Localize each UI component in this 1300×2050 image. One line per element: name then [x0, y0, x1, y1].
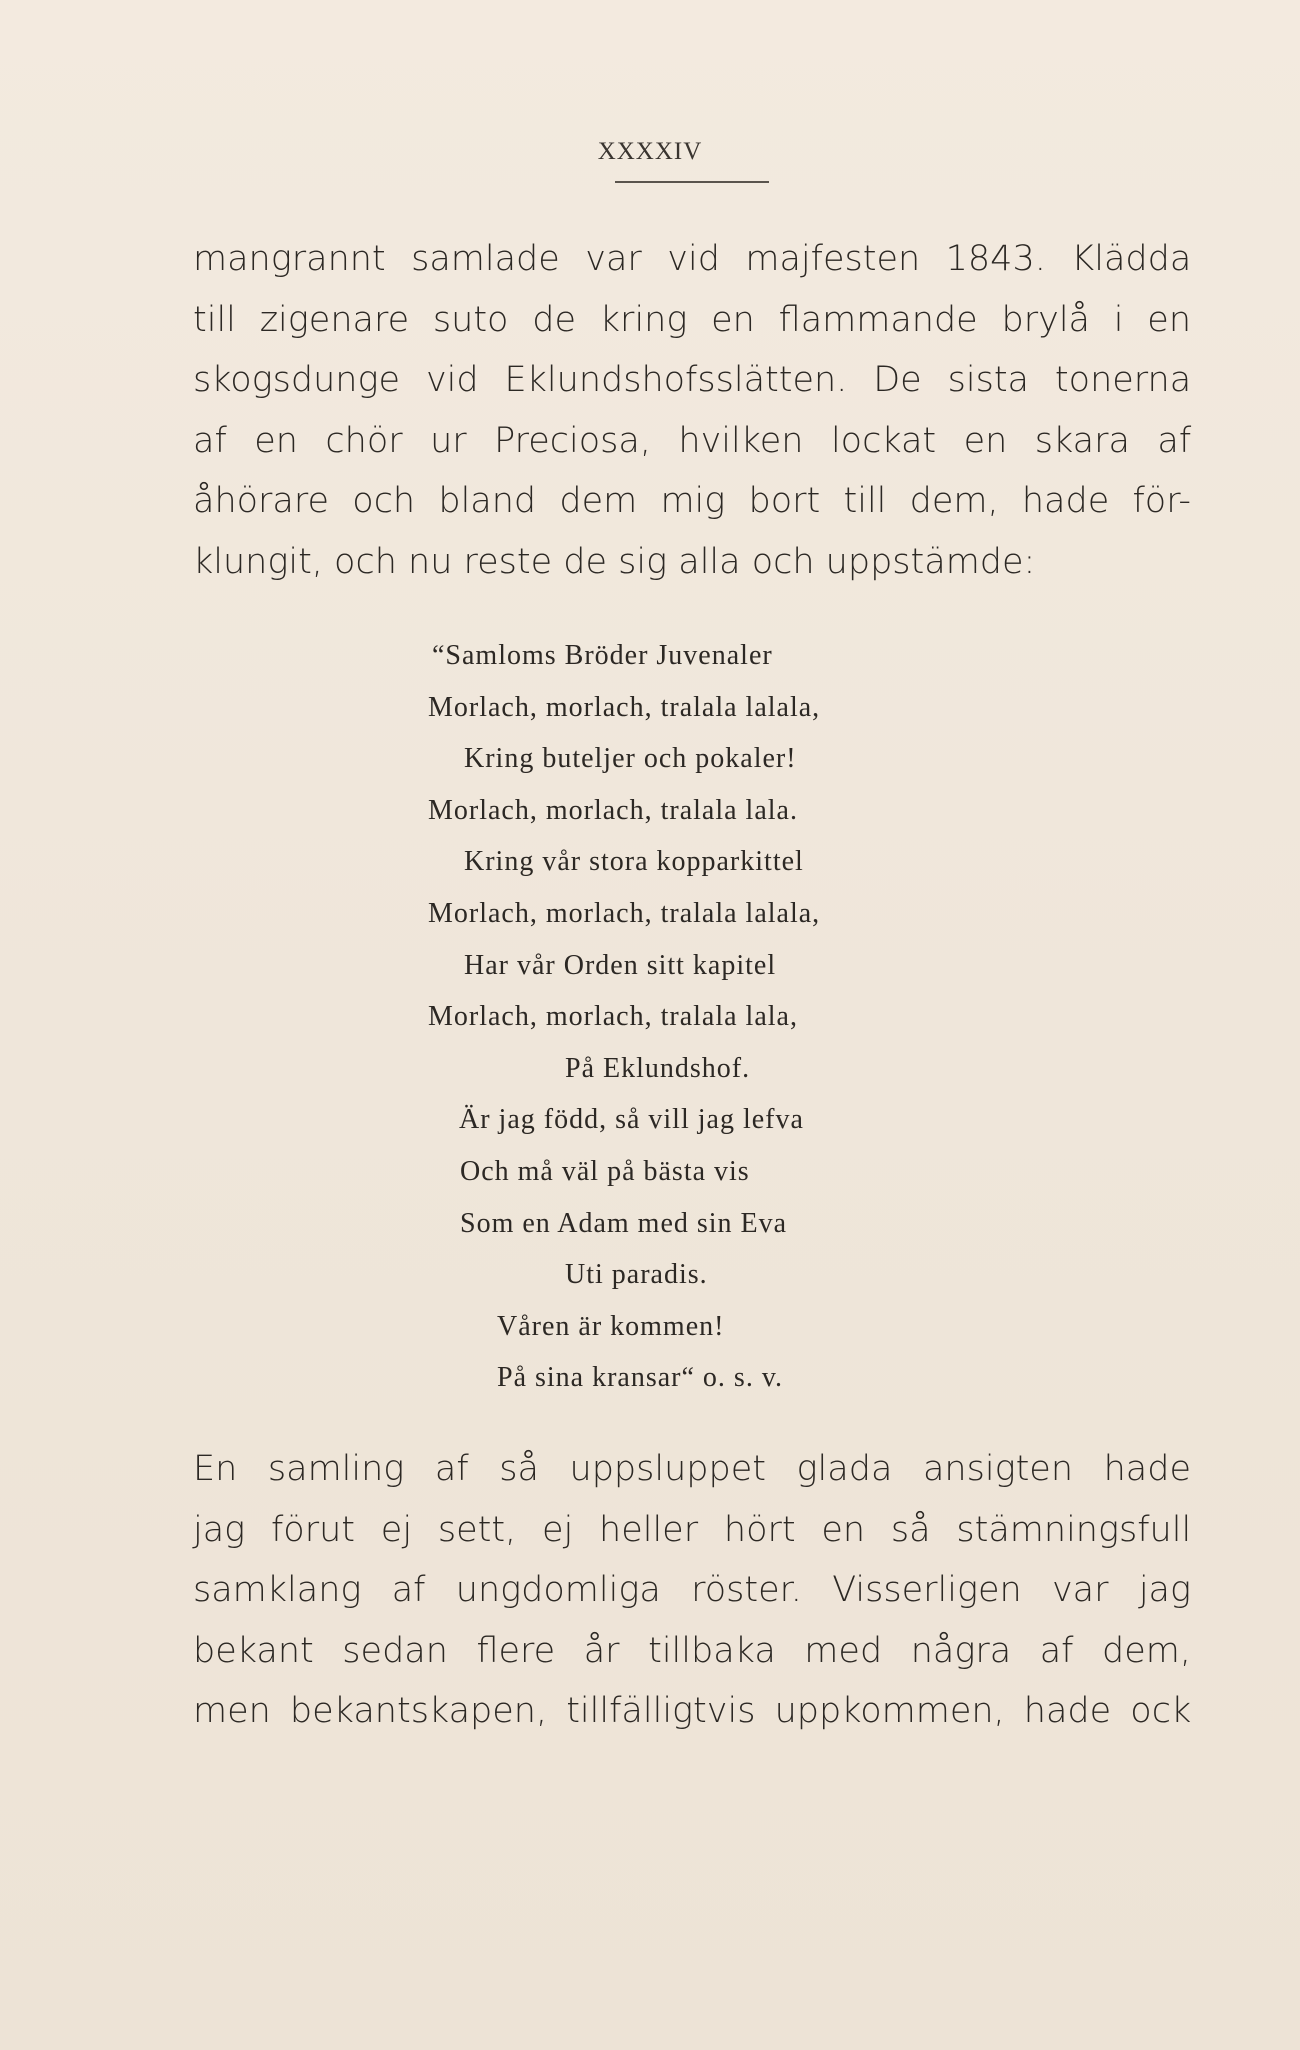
- verse-line: Är jag född, så vill jag lefva: [459, 1104, 804, 1136]
- verse-line: Morlach, morlach, tralala lala.: [428, 794, 798, 826]
- text-line: samklang af ungdomliga röster. Visserligen var jag: [193, 1570, 1191, 1610]
- text-line: mangrannt samlade var vid majfesten 1843. Klädda: [193, 239, 1192, 279]
- song-verse: [0, 630, 1300, 1404]
- verse-line: Morlach, morlach, tralala lalala,: [428, 691, 821, 723]
- verse-line: Kring vår stora kopparkittel: [464, 846, 804, 878]
- text-line: af en chör ur Preciosa, hvilken lockat en skara af: [193, 420, 1192, 461]
- verse-line: Som en Adam med sin Eva: [460, 1207, 788, 1239]
- verse-line: På sina kransar“ o. s. v.: [497, 1362, 784, 1394]
- verse-line: Morlach, morlach, tralala lalala,: [428, 897, 821, 929]
- header-rule: [615, 181, 769, 183]
- verse-line: Uti paradis.: [565, 1259, 708, 1291]
- verse-line: På Eklundshof.: [565, 1052, 751, 1084]
- text-line: klungit, och nu reste de sig alla och uppstämde:: [193, 541, 1036, 582]
- verse-line: Morlach, morlach, tralala lala,: [428, 1001, 798, 1033]
- verse-line: Våren är kommen!: [497, 1310, 725, 1342]
- text-line: till zigenare suto de kring en flammande brylå i en: [193, 299, 1192, 340]
- text-line: men bekantskapen, tillfälligtvis uppkommen, hade ock: [193, 1691, 1192, 1731]
- text-line: åhörare och bland dem mig bort till dem, hade för-: [193, 481, 1191, 521]
- verse-line: Och må väl på bästa vis: [460, 1155, 750, 1187]
- paragraph-2: [193, 1439, 1191, 1742]
- verse-line: Kring buteljer och pokaler!: [464, 743, 797, 775]
- text-line: bekant sedan flere år tillbaka med några af dem,: [193, 1630, 1191, 1671]
- text-line: jag förut ej sett, ej heller hört en så stämningsfull: [193, 1509, 1192, 1550]
- text-line: skogsdunge vid Eklundshofsslätten. De sista tonerna: [193, 360, 1192, 400]
- page-number: XXXXIV: [597, 138, 703, 165]
- text-line: En samling af så uppsluppet glada ansigten hade: [193, 1449, 1191, 1489]
- paragraph-1: [193, 229, 1191, 592]
- verse-line: Har vår Orden sitt kapitel: [464, 949, 777, 981]
- verse-line: “Samloms Bröder Juvenaler: [432, 640, 773, 671]
